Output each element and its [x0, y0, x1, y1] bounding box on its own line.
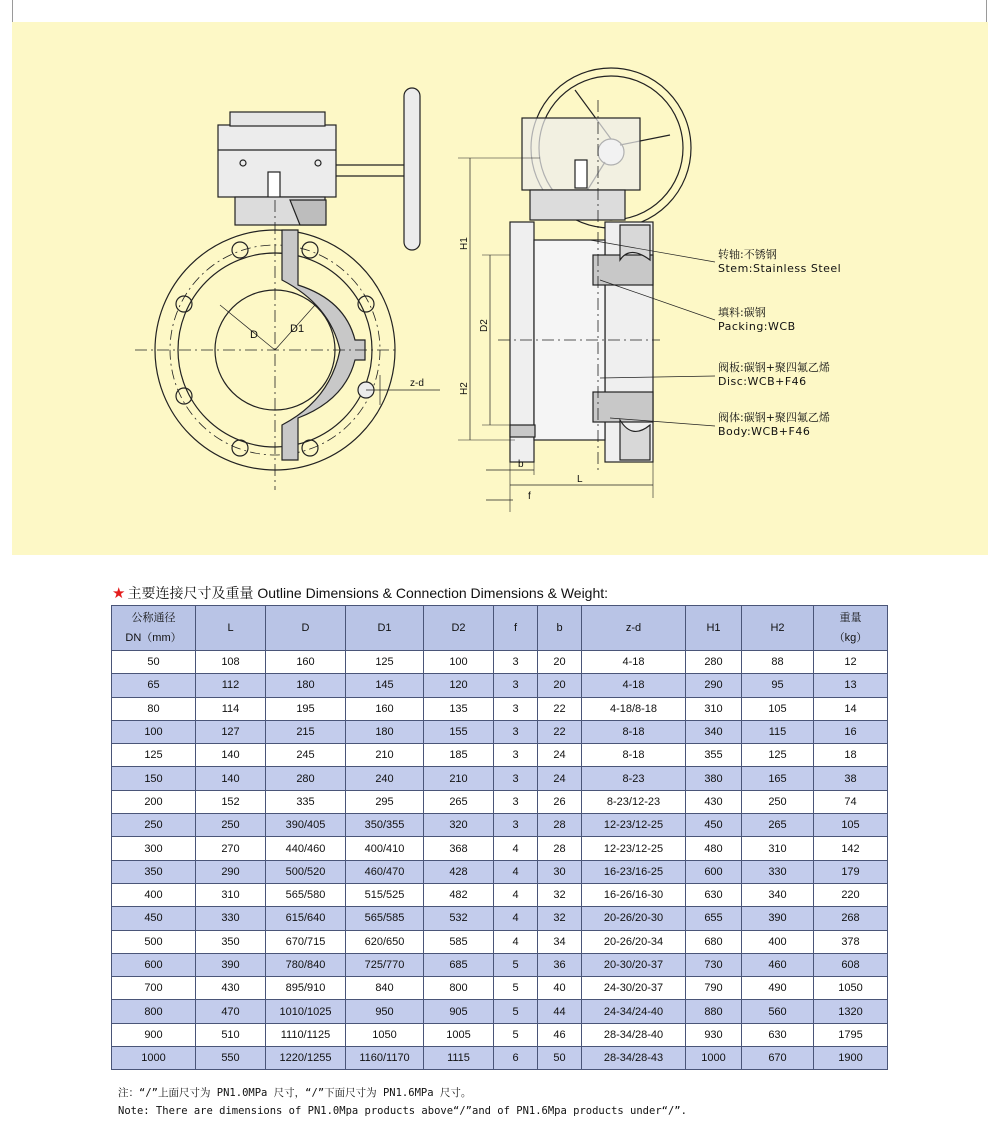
- table-cell: 3: [494, 651, 538, 674]
- table-cell: 105: [814, 814, 888, 837]
- table-cell: 5: [494, 977, 538, 1000]
- table-cell: 250: [742, 790, 814, 813]
- table-body: [112, 651, 888, 1070]
- table-cell: 5: [494, 1000, 538, 1023]
- table-cell: 390: [742, 907, 814, 930]
- table-cell: 1005: [424, 1023, 494, 1046]
- table-cell: 210: [424, 767, 494, 790]
- table-cell: 615/640: [266, 907, 346, 930]
- table-cell: 30: [538, 860, 582, 883]
- table-cell: 1160/1170: [346, 1047, 424, 1070]
- header-b: b: [538, 606, 582, 651]
- table-cell: 195: [266, 697, 346, 720]
- table-cell: 34: [538, 930, 582, 953]
- table-cell: 114: [196, 697, 266, 720]
- table-cell: 8-23: [582, 767, 686, 790]
- table-cell: 4-18: [582, 651, 686, 674]
- table-cell: 115: [742, 720, 814, 743]
- table-cell: 16-26/16-30: [582, 883, 686, 906]
- label-D1: D1: [290, 323, 305, 335]
- table-cell: 1795: [814, 1023, 888, 1046]
- table-cell: 565/585: [346, 907, 424, 930]
- table-cell: 3: [494, 814, 538, 837]
- table-cell: 38: [814, 767, 888, 790]
- table-cell: 16-23/16-25: [582, 860, 686, 883]
- table-cell: 108: [196, 651, 266, 674]
- table-cell: 450: [112, 907, 196, 930]
- table-cell: 26: [538, 790, 582, 813]
- table-cell: 3: [494, 790, 538, 813]
- table-cell: 1115: [424, 1047, 494, 1070]
- table-cell: 630: [742, 1023, 814, 1046]
- table-cell: 880: [686, 1000, 742, 1023]
- table-cell: 4: [494, 883, 538, 906]
- table-row: [112, 744, 888, 767]
- table-cell: 895/910: [266, 977, 346, 1000]
- table-cell: 460: [742, 953, 814, 976]
- callout-body-en: Body:WCB+F46: [718, 425, 811, 438]
- table-cell: 5: [494, 1023, 538, 1046]
- table-cell: 4: [494, 860, 538, 883]
- label-D2: D2: [479, 319, 490, 332]
- table-cell: 250: [196, 814, 266, 837]
- table-cell: 150: [112, 767, 196, 790]
- header-D: D: [266, 606, 346, 651]
- table-cell: 28-34/28-40: [582, 1023, 686, 1046]
- callout-packing-cn: 填料:碳钢: [718, 306, 766, 319]
- front-view: [135, 88, 440, 490]
- table-cell: 400: [742, 930, 814, 953]
- table-cell: 28: [538, 837, 582, 860]
- table-cell: 4-18/8-18: [582, 697, 686, 720]
- table-cell: 165: [742, 767, 814, 790]
- table-row: [112, 814, 888, 837]
- table-cell: 330: [742, 860, 814, 883]
- table-cell: 4: [494, 930, 538, 953]
- table-cell: 20: [538, 674, 582, 697]
- table-cell: 240: [346, 767, 424, 790]
- table-cell: 350: [112, 860, 196, 883]
- table-cell: 1320: [814, 1000, 888, 1023]
- table-cell: 80: [112, 697, 196, 720]
- table-cell: 20-30/20-37: [582, 953, 686, 976]
- callout-disc: [718, 361, 830, 389]
- header-L: L: [196, 606, 266, 651]
- header-D2: D2: [424, 606, 494, 651]
- table-cell: 22: [538, 697, 582, 720]
- table-cell: 460/470: [346, 860, 424, 883]
- table-cell: 6: [494, 1047, 538, 1070]
- table-cell: 510: [196, 1023, 266, 1046]
- callout-body: [718, 411, 830, 439]
- header-H2: H2: [742, 606, 814, 651]
- header-weight: [814, 606, 888, 651]
- table-cell: 280: [686, 651, 742, 674]
- table-cell: 290: [686, 674, 742, 697]
- table-cell: 13: [814, 674, 888, 697]
- table-cell: 400/410: [346, 837, 424, 860]
- table-cell: 3: [494, 697, 538, 720]
- table-cell: 125: [112, 744, 196, 767]
- table-cell: 24-34/24-40: [582, 1000, 686, 1023]
- table-row: [112, 860, 888, 883]
- header-dn-cn: 公称通径: [131, 612, 176, 624]
- table-cell: 380: [686, 767, 742, 790]
- star-icon: ★: [112, 585, 126, 602]
- table-cell: 105: [742, 697, 814, 720]
- table-cell: 12-23/12-25: [582, 837, 686, 860]
- table-cell: 245: [266, 744, 346, 767]
- table-cell: 350/355: [346, 814, 424, 837]
- table-cell: 250: [112, 814, 196, 837]
- table-cell: 3: [494, 720, 538, 743]
- table-cell: 125: [742, 744, 814, 767]
- table-cell: 340: [742, 883, 814, 906]
- table-cell: 670: [742, 1047, 814, 1070]
- table-cell: 3: [494, 674, 538, 697]
- table-cell: 905: [424, 1000, 494, 1023]
- table-cell: 95: [742, 674, 814, 697]
- table-cell: 12: [814, 651, 888, 674]
- callout-disc-en: Disc:WCB+F46: [718, 375, 807, 388]
- table-cell: 88: [742, 651, 814, 674]
- callout-stem-cn: 转轴:不锈钢: [718, 248, 777, 261]
- table-cell: 800: [424, 977, 494, 1000]
- table-row: [112, 674, 888, 697]
- table-cell: 780/840: [266, 953, 346, 976]
- table-cell: 36: [538, 953, 582, 976]
- valve-technical-drawing: [0, 0, 1000, 560]
- table-cell: 800: [112, 1000, 196, 1023]
- callout-packing-en: Packing:WCB: [718, 320, 796, 333]
- table-cell: 730: [686, 953, 742, 976]
- header-dn-unit: DN（mm）: [125, 632, 182, 644]
- table-header-row: [112, 606, 888, 651]
- table-cell: 390/405: [266, 814, 346, 837]
- table-cell: 1900: [814, 1047, 888, 1070]
- table-cell: 470: [196, 1000, 266, 1023]
- table-cell: 140: [196, 744, 266, 767]
- table-cell: 145: [346, 674, 424, 697]
- table-cell: 565/580: [266, 883, 346, 906]
- table-title: [112, 583, 608, 603]
- table-cell: 20: [538, 651, 582, 674]
- table-cell: 270: [196, 837, 266, 860]
- table-cell: 265: [424, 790, 494, 813]
- table-cell: 46: [538, 1023, 582, 1046]
- header-D1: D1: [346, 606, 424, 651]
- table-row: [112, 651, 888, 674]
- table-row: [112, 883, 888, 906]
- table-cell: 3: [494, 744, 538, 767]
- table-cell: 100: [424, 651, 494, 674]
- table-cell: 50: [112, 651, 196, 674]
- table-cell: 20-26/20-30: [582, 907, 686, 930]
- table-cell: 120: [424, 674, 494, 697]
- table-cell: 482: [424, 883, 494, 906]
- table-cell: 155: [424, 720, 494, 743]
- table-cell: 180: [346, 720, 424, 743]
- table-cell: 18: [814, 744, 888, 767]
- table-cell: 790: [686, 977, 742, 1000]
- table-cell: 700: [112, 977, 196, 1000]
- table-cell: 135: [424, 697, 494, 720]
- table-cell: 532: [424, 907, 494, 930]
- table-cell: 378: [814, 930, 888, 953]
- table-cell: 428: [424, 860, 494, 883]
- table-cell: 160: [346, 697, 424, 720]
- table-cell: 22: [538, 720, 582, 743]
- table-cell: 4: [494, 837, 538, 860]
- table-cell: 440/460: [266, 837, 346, 860]
- table-cell: 24: [538, 744, 582, 767]
- table-title-text: 主要连接尺寸及重量 Outline Dimensions & Connection Dimensions & Weight:: [127, 585, 609, 601]
- table-cell: 480: [686, 837, 742, 860]
- table-cell: 24-30/20-37: [582, 977, 686, 1000]
- table-cell: 320: [424, 814, 494, 837]
- table-cell: 160: [266, 651, 346, 674]
- table-cell: 185: [424, 744, 494, 767]
- header-H1: H1: [686, 606, 742, 651]
- table-cell: 8-18: [582, 720, 686, 743]
- callout-stem: [718, 248, 841, 276]
- table-cell: 1110/1125: [266, 1023, 346, 1046]
- table-cell: 28: [538, 814, 582, 837]
- table-cell: 930: [686, 1023, 742, 1046]
- table-cell: 4-18: [582, 674, 686, 697]
- table-cell: 350: [196, 930, 266, 953]
- header-dn: [112, 606, 196, 651]
- table-cell: 74: [814, 790, 888, 813]
- table-cell: 100: [112, 720, 196, 743]
- table-cell: 368: [424, 837, 494, 860]
- label-b: b: [518, 459, 524, 470]
- table-cell: 1010/1025: [266, 1000, 346, 1023]
- table-cell: 560: [742, 1000, 814, 1023]
- callout-body-cn: 阀体:碳钢+聚四氟乙烯: [718, 411, 830, 424]
- table-cell: 1220/1255: [266, 1047, 346, 1070]
- table-row: [112, 1023, 888, 1046]
- table-row: [112, 790, 888, 813]
- table-cell: 265: [742, 814, 814, 837]
- table-cell: 840: [346, 977, 424, 1000]
- table-row: [112, 907, 888, 930]
- header-f: f: [494, 606, 538, 651]
- table-cell: 28-34/28-43: [582, 1047, 686, 1070]
- table-cell: 24: [538, 767, 582, 790]
- table-cell: 1000: [686, 1047, 742, 1070]
- table-row: [112, 977, 888, 1000]
- label-H1: H1: [459, 237, 470, 250]
- table-cell: 515/525: [346, 883, 424, 906]
- table-cell: 655: [686, 907, 742, 930]
- table-cell: 142: [814, 837, 888, 860]
- side-view: [458, 68, 715, 512]
- table-cell: 210: [346, 744, 424, 767]
- table-cell: 685: [424, 953, 494, 976]
- table-cell: 3: [494, 767, 538, 790]
- table-cell: 127: [196, 720, 266, 743]
- table-cell: 125: [346, 651, 424, 674]
- table-cell: 1050: [346, 1023, 424, 1046]
- callout-stem-en: Stem:Stainless Steel: [718, 262, 842, 275]
- table-cell: 335: [266, 790, 346, 813]
- table-row: [112, 953, 888, 976]
- table-row: [112, 1000, 888, 1023]
- table-cell: 152: [196, 790, 266, 813]
- table-row: [112, 697, 888, 720]
- table-cell: 280: [266, 767, 346, 790]
- table-cell: 4: [494, 907, 538, 930]
- table-cell: 1000: [112, 1047, 196, 1070]
- table-cell: 585: [424, 930, 494, 953]
- table-cell: 32: [538, 883, 582, 906]
- table-cell: 220: [814, 883, 888, 906]
- table-cell: 179: [814, 860, 888, 883]
- table-cell: 340: [686, 720, 742, 743]
- table-row: [112, 930, 888, 953]
- table-cell: 50: [538, 1047, 582, 1070]
- header-zd: z-d: [582, 606, 686, 651]
- table-cell: 32: [538, 907, 582, 930]
- table-cell: 65: [112, 674, 196, 697]
- table-cell: 430: [196, 977, 266, 1000]
- table-row: [112, 1047, 888, 1070]
- table-cell: 900: [112, 1023, 196, 1046]
- callout-disc-cn: 阀板:碳钢+聚四氟乙烯: [718, 361, 830, 374]
- table-cell: 330: [196, 907, 266, 930]
- table-cell: 355: [686, 744, 742, 767]
- table-cell: 950: [346, 1000, 424, 1023]
- label-zd: z-d: [410, 378, 424, 389]
- table-cell: 490: [742, 977, 814, 1000]
- label-H2: H2: [459, 382, 470, 395]
- table-cell: 112: [196, 674, 266, 697]
- table-row: [112, 767, 888, 790]
- table-cell: 500/520: [266, 860, 346, 883]
- table-cell: 16: [814, 720, 888, 743]
- table-cell: 310: [742, 837, 814, 860]
- table-cell: 200: [112, 790, 196, 813]
- label-D: D: [250, 329, 258, 341]
- table-cell: 5: [494, 953, 538, 976]
- table-cell: 390: [196, 953, 266, 976]
- table-cell: 400: [112, 883, 196, 906]
- table-cell: 608: [814, 953, 888, 976]
- table-cell: 14: [814, 697, 888, 720]
- label-L: L: [577, 474, 583, 485]
- table-cell: 44: [538, 1000, 582, 1023]
- table-cell: 295: [346, 790, 424, 813]
- table-cell: 670/715: [266, 930, 346, 953]
- table-cell: 310: [686, 697, 742, 720]
- table-cell: 300: [112, 837, 196, 860]
- note-en: Note: There are dimensions of PN1.0Mpa products above“/”and of PN1.6Mpa products under“/”.: [118, 1105, 687, 1117]
- table-cell: 430: [686, 790, 742, 813]
- note-cn: 注：“/”上面尺寸为 PN1.0MPa 尺寸，“/”下面尺寸为 PN1.6MPa 尺寸。: [118, 1087, 472, 1099]
- table-cell: 215: [266, 720, 346, 743]
- label-f: f: [528, 491, 531, 502]
- table-cell: 40: [538, 977, 582, 1000]
- table-cell: 600: [112, 953, 196, 976]
- table-cell: 550: [196, 1047, 266, 1070]
- table-cell: 630: [686, 883, 742, 906]
- table-cell: 8-18: [582, 744, 686, 767]
- table-cell: 450: [686, 814, 742, 837]
- dimensions-table: [111, 605, 888, 1070]
- table-cell: 20-26/20-34: [582, 930, 686, 953]
- callout-packing: [718, 306, 796, 334]
- table-cell: 290: [196, 860, 266, 883]
- table-cell: 310: [196, 883, 266, 906]
- table-cell: 680: [686, 930, 742, 953]
- table-cell: 12-23/12-25: [582, 814, 686, 837]
- table-cell: 8-23/12-23: [582, 790, 686, 813]
- table-row: [112, 720, 888, 743]
- table-cell: 1050: [814, 977, 888, 1000]
- header-weight-cn: 重量: [839, 612, 862, 624]
- table-cell: 620/650: [346, 930, 424, 953]
- table-cell: 725/770: [346, 953, 424, 976]
- table-row: [112, 837, 888, 860]
- table-cell: 180: [266, 674, 346, 697]
- table-cell: 600: [686, 860, 742, 883]
- table-cell: 500: [112, 930, 196, 953]
- table-cell: 268: [814, 907, 888, 930]
- header-weight-unit: （kg）: [833, 632, 868, 644]
- table-cell: 140: [196, 767, 266, 790]
